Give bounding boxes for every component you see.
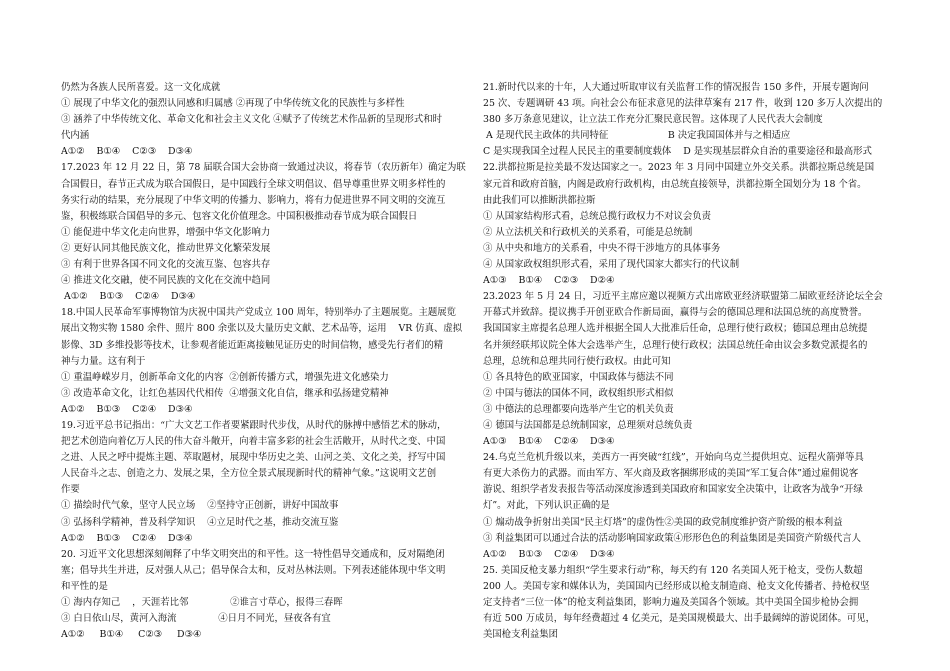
- left-column-line: ③ 有利于世界各国不同文化的交流互鉴、包容共存: [61, 259, 271, 271]
- left-column-line: A①② B①④ C②③ D③④: [61, 629, 202, 641]
- left-column-line: ③ 改造革命文化，让红色基因代代相传 ④增强文化自信，继承和弘扬建党精神: [61, 387, 389, 399]
- left-column-line: 神与力量。这有利于: [61, 355, 146, 367]
- left-column-line: 20. 习近平文化思想深刻阐释了中华文明突出的和平性。这一特性倡导交通成和，反对隔绝闭: [61, 548, 445, 560]
- right-column-line: 25 次、专题调研 43 项。向社会公布征求意见的法律草案有 217 件，收到 120 多万人次提出的: [483, 98, 883, 110]
- left-column-line: 代内涵: [61, 130, 90, 142]
- left-column-line: 17.2023 年 12 月 22 日，第 78 届联合国大会协商一致通过决议，将春节（农历新年）确定为联: [61, 162, 466, 174]
- left-column-line: 鉴，积极练联合国倡导的多元、包容文化价值理念。中国积极推动春节成为联合国假日: [61, 210, 418, 222]
- right-column-line: A①② B①③ C②④ D③④: [483, 548, 615, 560]
- right-column-line: 22.洪都拉斯是拉美最不发达国家之一。2023 年 3 月同中国建立外交关系。洪都拉斯总统是国: [483, 162, 875, 174]
- right-column-line: A①③ B①④ C②③ D②④: [483, 275, 615, 287]
- right-column-line: 有近 500 万成员，每年经费超过 4 亿美元，是美国规模最大、出手最阔绰的游说团体。可见，: [483, 613, 876, 625]
- right-column-line: 家元首和政府首脑，内阁是政府行政机构，由总统直接领导，洪都拉斯全国划分为 18 个省。: [483, 178, 867, 190]
- left-column-line: A①② B①③ C②④ D③④: [61, 403, 193, 415]
- left-column-line: 展出文物实物 1580 余件、照片 800 余张以及大量历史文献、艺术品等，运用 VR 仿真、虚拟: [61, 323, 463, 335]
- right-column: [483, 80, 895, 643]
- right-column-line: ③ 从中央和地方的关系看，中央不得干涉地方的具体事务: [483, 242, 721, 254]
- left-column-line: ③ 弘扬科学精神，普及科学知识 ④立足时代之基，推动交流互鉴: [61, 516, 339, 528]
- right-column-line: ③ 利益集团可以通过合法的活动影响国家政策④形形色色的利益集团是美国资产阶级代言人: [483, 532, 861, 544]
- left-column-line: A①② B①③ C②④ D③④: [61, 291, 196, 303]
- left-column-line: ① 重温峥嵘岁月，创新革命文化的内容 ②创新传播方式，增强先进文化感染力: [61, 371, 389, 383]
- right-column-line: ① 各具特色的欧亚国家，中国政体与德法不同: [483, 371, 674, 383]
- left-column-line: A①② B①④ C②③ D③④: [61, 146, 193, 158]
- left-column-line: ① 描绘时代气象，坚守人民立场 ②坚持守正创新，讲好中国故事: [61, 500, 339, 512]
- left-column-line: ③ 白日依山尽，黄河入海流 ④日月不同光，昼夜各有宜: [61, 613, 331, 625]
- right-column-line: 有更大杀伤力的武器。而由军方、军火商及政客捆绑形成的美国“军工复合体”通过雇佣说客: [483, 468, 859, 480]
- right-column-line: ④ 德国与法国都是总统制国家，总理须对总统负责: [483, 419, 693, 431]
- right-column-line: 美国枪支利益集团: [483, 629, 559, 641]
- left-column-line: ④ 推进文化交融，使不同民族的文化在交流中趋同: [61, 275, 271, 287]
- right-column-line: 23.2023 年 5 月 24 日，习近平主席应邀以视频方式出席欧亚经济联盟第二届欧亚经济论坛全会: [483, 291, 883, 303]
- right-column-line: 24.乌克兰危机升级以来，美西方一再突破“红线”，开始向乌克兰提供坦克、远程火箭弹等具: [483, 452, 864, 464]
- right-column-line: 由此我们可以推断洪都拉斯: [483, 194, 596, 206]
- right-column-line: 游说、组织学者发表报告等活动深度渗透到美国政府和国家安全决策中，让政客为战争“开绿: [483, 484, 863, 496]
- left-column-line: 人民奋斗之志、创造之力、发展之果，全方位全景式展现新时代的精神气象。”这说明文艺创: [61, 468, 437, 480]
- left-column-line: ① 展现了中华文化的强烈认同感和归属感 ②再现了中华传统文化的民族性与多样性: [61, 98, 405, 110]
- right-column-line: 380 多万条意见建议，让立法工作充分汇聚民意民智。这体现了人民代表大会制度: [483, 114, 823, 126]
- right-column-line: 名并须经联邦议院全体大会选举产生，总理行使行政权；法国总统任命由议会多数党派提名的: [483, 339, 868, 351]
- right-column-line: 定支持者“三位一体”的枪支利益集团，影响力遍及美国各个领域。其中美国全国步枪协会拥: [483, 597, 859, 608]
- left-column-line: 合国假日，春节正式成为联合国假日，是中国践行全球文明倡议、倡导尊重世界文明多样性的: [61, 178, 446, 190]
- right-column-line: C 是实现我国全过程人民民主的重要制度载体 D 是实现基层群众自治的重要途径和最高形式: [483, 146, 872, 158]
- right-column-line: ③ 中德法的总理都要向选举产生它的机关负责: [483, 403, 674, 415]
- right-column-line: ① 从国家结构形式看，总统总揽行政权力不对议会负责: [483, 210, 711, 222]
- left-column-line: 把艺术创造向着亿万人民的伟大奋斗敞开，向着丰富多彩的社会生活敞开，从时代之变、中国: [61, 436, 446, 448]
- right-column-line: 灯”。对此，下列认识正确的是: [483, 500, 610, 512]
- left-column: [61, 80, 475, 643]
- right-column-line: 开幕式并致辞。提议携手开创亚欧合作新局面，赢得与会的德国总理和法国总统的高度赞誉。: [483, 307, 868, 319]
- right-column-line: A 是现代民主政体的共同特征 B 决定我国国体并与之相适应: [483, 130, 791, 142]
- left-column-line: 之进、人民之呼中提炼主题、萃取题材，展现中华历史之美、山河之美、文化之美，抒写中国: [61, 452, 446, 464]
- left-column-line: A①② B①③ C②④ D③④: [61, 532, 193, 544]
- right-column-line: 25. 美国反枪支暴力组织“学生要求行动”称，每天约有 120 名美国人死于枪支，受伤人数超: [483, 564, 863, 576]
- left-column-line: 务实行动的结果，充分展现了中华文明的传播力、影响力，将有力促进世界不同文明的交流互: [61, 194, 446, 206]
- left-column-line: ① 海内存知己 ，天涯若比邻 ②谁言寸草心，报得三春晖: [61, 597, 343, 608]
- right-column-line: 21.新时代以来的十年，人大通过听取审议有关监督工作的情况报告 150 多件，开展专题询问: [483, 82, 869, 93]
- right-column-line: ① 煽动战争折射出美国“民主灯塔”的虚伪性②美国的政党制度维护资产阶级的根本利益: [483, 516, 843, 528]
- right-column-line: 总理，总统和总理共同行使行政权。由此可知: [483, 355, 671, 367]
- left-column-line: 塞；倡导共生并进，反对强人从己；倡导保合太和，反对丛林法则。下列表述能体现中华文明: [61, 564, 446, 576]
- right-column-line: ② 从立法机关和行政机关的关系看，可能是总统制: [483, 226, 693, 238]
- left-column-line: ② 更好认同其他民族文化，推动世界文化繁荣发展: [61, 242, 271, 254]
- left-column-line: 作要: [61, 484, 80, 496]
- left-column-line: ③ 涵养了中华传统文化、革命文化和社会主义文化 ④赋予了传统艺术作品新的呈现形式和时: [61, 114, 442, 126]
- left-column-line: ① 能促进中华文化走向世界，增强中华文化影响力: [61, 226, 271, 238]
- right-column-line: 200 人。美国专家和媒体认为，美国国内已经形成以枪支制造商、枪支文化传播者、持枪权坚: [483, 580, 870, 592]
- left-column-line: 18.中国人民革命军事博物馆为庆祝中国共产党成立 100 周年，特别举办了主题展览。主题展览: [61, 307, 457, 319]
- right-column-line: ④ 从国家政权组织形式看，采用了现代国家大都实行的代议制: [483, 259, 740, 271]
- left-column-line: 19.习近平总书记指出：“广大文艺工作者要紧跟时代步伐，从时代的脉搏中感悟艺术的脉动，: [61, 419, 447, 431]
- left-column-line: 影像、3D 多维投影等技术，让参观者能近距离接触见证历史的时间信物，感受先行者们的精: [61, 339, 444, 351]
- right-column-line: 我国国家主席提名总理人选并根据全国人大批准后任命，总理行使行政权；德国总理由总统提: [483, 323, 868, 335]
- right-column-line: A①③ B①④ C②④ D③④: [483, 436, 615, 448]
- left-column-line: 和平性的是: [61, 580, 108, 592]
- right-column-line: ② 中国与德法的国体不同，政权组织形式相似: [483, 387, 674, 399]
- left-column-line: 仍然为各族人民所喜爱。这一文化成就: [61, 82, 221, 93]
